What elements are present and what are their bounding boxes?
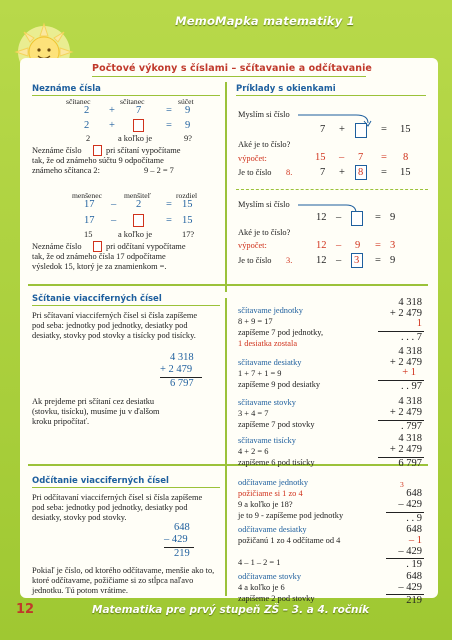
column-divider <box>225 82 227 292</box>
section-underline <box>32 487 220 488</box>
ex1-ans-box: 8 <box>358 167 364 178</box>
section-underline <box>236 95 426 96</box>
add-row1-c: 9 <box>185 105 191 116</box>
multi-add-result: 6 797 <box>170 378 194 389</box>
multi-sub-result: 219 <box>174 548 190 559</box>
section-divider <box>28 284 428 286</box>
ex2-calc-label: výpočet: <box>238 241 267 250</box>
add-step-4-n1: 4 318 <box>398 433 422 444</box>
ex1-ans-eq: = <box>381 167 387 178</box>
multi-sub-text-1: Pri odčítavaní viacciferných čísel si čísla zapíšeme <box>32 493 203 502</box>
unknown-numbers-heading: Neznáme čísla <box>32 84 101 94</box>
ex2-ans-eq: = <box>375 255 381 266</box>
sub-step-3-l2: zapíšeme 2 pod stovky <box>238 594 315 603</box>
add-step-1-n1: 4 318 <box>398 297 422 308</box>
multi-add-n2: + 2 479 <box>160 364 193 375</box>
sub-row3-c: 17? <box>182 230 195 239</box>
add-step-3-l1: 3 + 4 = 7 <box>238 409 269 418</box>
multi-add-text-2: pod seba: jednotky pod jednotky, desiatky pod <box>32 321 188 330</box>
sub-step-3-title: odčítavame stovky <box>238 572 302 581</box>
add-row2-c: 9 <box>185 120 191 131</box>
add-explain-3b: 9 – 2 = 7 <box>144 166 174 175</box>
add-step-2-title: sčítavame desiatky <box>238 358 302 367</box>
ex1-calc-b: 7 <box>358 152 364 163</box>
add-step-2-n1: 4 318 <box>398 346 422 357</box>
unknown-box <box>133 119 144 132</box>
add-step-1-l2: zapíšeme 7 pod jednotky, <box>238 328 324 337</box>
add-step-4-l2: zapíšeme 6 pod tisícky <box>238 458 315 467</box>
ex1-question: Aké je to číslo? <box>238 140 291 149</box>
ex1-intro: Myslím si číslo <box>238 110 290 119</box>
add-step-3-n1: 4 318 <box>398 396 422 407</box>
multi-sub-heading: Odčítanie viacciferných čísel <box>32 476 169 486</box>
ex1-eq-eq: = <box>381 124 387 135</box>
add-step-4-l1: 4 + 2 = 6 <box>238 447 269 456</box>
add-row2-eq: = <box>166 120 172 131</box>
add-explain-2: tak, že od známeho súčtu 9 odpočítame <box>32 156 164 165</box>
ex2-eq-op: – <box>336 212 342 223</box>
ex2-ans-box: 3 <box>354 255 360 266</box>
unknown-box-sub <box>133 214 144 227</box>
label-minuend: menšenec <box>72 191 102 200</box>
sub-step-1-l1: požičiame si 1 zo 4 <box>238 489 303 498</box>
add-step-1-result: . . . 7 <box>401 332 422 343</box>
multi-add-heading: Sčítanie viacciferných čísel <box>32 294 162 304</box>
sub-row3-mid: a koľko je <box>118 230 153 239</box>
add-step-2-result: . . 97 <box>401 381 422 392</box>
add-step-4-n2: + 2 479 <box>389 444 422 455</box>
sub-row1-b: 2 <box>136 199 142 210</box>
label-addend-2: sčítanec <box>120 97 145 106</box>
sub-step-1-n1: 648 <box>406 488 422 499</box>
multi-add-text-3: desiatky, stovky pod stovky a tisícky pod tisícky. <box>32 331 196 340</box>
footer-title: Matematika pre prvý stupeň ZŠ – 3. a 4. ročník <box>92 604 370 616</box>
add-row3-c: 9? <box>184 134 192 143</box>
multi-add-text-1: Pri sčítavaní viacciferných čísel si čísla zapíšeme <box>32 311 198 320</box>
add-row1-a: 2 <box>84 105 90 116</box>
ex1-eq-a: 7 <box>320 124 326 135</box>
sub-explain-2: tak, že od známeho čísla 17 odpočítame <box>32 252 166 261</box>
multi-sub-text-5: ktoré odčítavame, požičiame si zo stĺpca naľavo <box>32 576 194 585</box>
ex2-calc-a: 12 <box>316 240 327 251</box>
sub-step-1-result: . . 9 <box>406 513 422 524</box>
ex2-eq-eq: = <box>375 212 381 223</box>
ex2-calc-eq: = <box>375 240 381 251</box>
add-row2-op: + <box>109 120 115 131</box>
add-step-4-result: 6 797 <box>398 458 422 469</box>
add-row2-a: 2 <box>84 120 90 131</box>
add-step-3-n2: + 2 479 <box>389 407 422 418</box>
example-separator <box>236 189 428 191</box>
ex2-intro: Myslím si číslo <box>238 200 290 209</box>
add-step-3-result: . 797 <box>401 421 422 432</box>
add-step-3-l2: zapíšeme 7 pod stovky <box>238 420 315 429</box>
sub-step-2-title: odčítavame desiatky <box>238 525 307 534</box>
add-row3-mid: a koľko je <box>118 134 153 143</box>
multi-add-text-5: (stovku, tisícku), musíme ju v ďalšom <box>32 407 160 416</box>
sub-row2-op: – <box>111 215 117 226</box>
ex2-question: Aké je to číslo? <box>238 228 291 237</box>
multi-sub-text-4: Pokiaľ je číslo, od ktorého odčítavame, menšie ako to, <box>32 566 215 575</box>
multi-add-n1: 4 318 <box>170 352 194 363</box>
sub-step-1-title: odčítavame jednotky <box>238 478 309 487</box>
ex2-eq-a: 12 <box>316 212 327 223</box>
add-step-1-carry: 1 <box>416 318 422 329</box>
sub-row1-c: 15 <box>182 199 193 210</box>
ex2-calc-c: 3 <box>390 240 396 251</box>
sub-row2-eq: = <box>166 215 172 226</box>
examples-heading: Príklady s okienkami <box>236 84 336 94</box>
sub-row1-a: 17 <box>84 199 95 210</box>
heading-underline <box>92 76 366 77</box>
sub-row1-op: – <box>111 199 117 210</box>
add-step-3-title: sčítavame stovky <box>238 398 296 407</box>
ex2-answer-value: 3. <box>286 256 293 265</box>
multi-sub-n1: 648 <box>174 522 190 533</box>
label-subtrahend: menšiteľ <box>124 191 151 200</box>
sub-explain-1b: pri odčítaní vypočítame <box>106 242 186 251</box>
ex1-eq-c: 15 <box>400 124 411 135</box>
ex1-ans-c: 15 <box>400 167 411 178</box>
ex2-ans-c: 9 <box>390 255 396 266</box>
ex1-ans-op: + <box>339 167 345 178</box>
section-underline <box>32 95 220 96</box>
sub-step-2-l2: 4 – 1 – 2 = 1 <box>238 558 281 567</box>
ex2-eq-c: 9 <box>390 212 396 223</box>
column-divider-lower <box>225 298 227 596</box>
add-row1-op: + <box>109 105 115 116</box>
add-step-1-l3: 1 desiatka zostala <box>238 339 298 348</box>
app-title: MemoMapka matematiky 1 <box>175 14 355 28</box>
sub-explain-3: výsledok 15, ktorý je za znamienkom =. <box>32 262 167 271</box>
section-divider-2 <box>28 464 428 466</box>
sub-row2-c: 15 <box>182 215 193 226</box>
sub-step-1-l2: 9 a koľko je 18? <box>238 500 293 509</box>
add-step-2-l2: zapíšeme 9 pod desiatky <box>238 380 321 389</box>
unknown-box-inline-2 <box>93 241 102 252</box>
multi-add-text-4: Ak prejdeme pri sčítaní cez desiatku <box>32 397 155 406</box>
sub-step-2-n1: 648 <box>406 524 422 535</box>
multi-add-text-6: kroku pripočítať. <box>32 417 90 426</box>
sub-row2-a: 17 <box>84 215 95 226</box>
main-heading: Počtové výkony s číslami – sčítavanie a odčítavanie <box>92 63 372 74</box>
ex1-unknown-box <box>355 123 367 138</box>
ex1-calc-label: výpočet: <box>238 154 267 163</box>
add-row3-a: 2 <box>86 134 91 143</box>
add-step-1-title: sčítavame jednotky <box>238 306 303 315</box>
ex1-answer-label: Je to číslo <box>238 168 272 177</box>
ex2-ans-a: 12 <box>316 255 327 266</box>
sub-step-2-n3: – 429 <box>398 546 422 557</box>
label-addend-1: sčítanec <box>66 97 91 106</box>
multi-sub-text-2: pod seba: jednotky pod jednotky, desiatky pod <box>32 503 188 512</box>
sub-explain-1: Neznáme číslo <box>32 242 82 251</box>
add-explain-3: známeho sčítanca 2: <box>32 166 100 175</box>
multi-sub-text-6: jednotku. Tú potom vrátime. <box>32 586 128 595</box>
sub-step-3-l1: 4 a koľko je 6 <box>238 583 285 592</box>
add-step-1-l1: 8 + 9 = 17 <box>238 317 273 326</box>
sub-step-3-result: 219 <box>406 595 422 606</box>
sub-step-2-l1: požičanú 1 zo 4 odčítame od 4 <box>238 536 341 545</box>
ex1-calc-c: 8 <box>403 152 409 163</box>
ex2-unknown-box <box>351 211 363 226</box>
ex1-calc-a: 15 <box>315 152 326 163</box>
label-difference: rozdiel <box>176 191 198 200</box>
sub-step-1-n2: – 429 <box>398 499 422 510</box>
ex1-ans-a: 7 <box>320 167 326 178</box>
add-step-2-l1: 1 + 7 + 1 = 9 <box>238 369 282 378</box>
sub-row3-a: 15 <box>84 230 93 239</box>
ex1-calc-eq: = <box>381 152 387 163</box>
add-step-2-carry: + 1 <box>402 367 416 378</box>
label-sum: súčet <box>178 97 194 106</box>
page-number: 12 <box>16 602 35 617</box>
sub-step-3-n1: 648 <box>406 571 422 582</box>
multi-sub-n2: – 429 <box>164 534 188 545</box>
sub-step-1-l3: je to 9 - zapíšeme pod jednotky <box>238 511 344 520</box>
sub-step-2-n2: – 1 <box>408 535 422 546</box>
ex2-calc-op: – <box>336 240 342 251</box>
add-explain-1b: pri sčítaní vypočítame <box>106 146 181 155</box>
ex1-eq-op: + <box>339 124 345 135</box>
add-row1-b: 7 <box>136 105 142 116</box>
ex2-calc-b: 9 <box>355 240 361 251</box>
ex2-ans-op: – <box>336 255 342 266</box>
add-row1-eq: = <box>166 105 172 116</box>
ex1-calc-op: – <box>339 152 345 163</box>
sub-step-3-n2: – 429 <box>398 582 422 593</box>
sub-row1-eq: = <box>166 199 172 210</box>
add-step-4-title: sčítavame tisícky <box>238 436 296 445</box>
unknown-box-inline <box>93 145 102 156</box>
add-step-2-n2: + 2 479 <box>389 357 422 368</box>
ex1-answer-value: 8. <box>286 168 293 177</box>
section-underline <box>32 305 220 306</box>
sub-step-2-result: . 19 <box>406 559 422 570</box>
multi-sub-text-3: desiatky, stovky pod stovky. <box>32 513 127 522</box>
sub-step-1-borrow: 3 <box>400 480 404 489</box>
add-step-1-n2: + 2 479 <box>389 308 422 319</box>
add-explain-1: Neznáme číslo <box>32 146 82 155</box>
ex2-answer-label: Je to číslo <box>238 256 272 265</box>
